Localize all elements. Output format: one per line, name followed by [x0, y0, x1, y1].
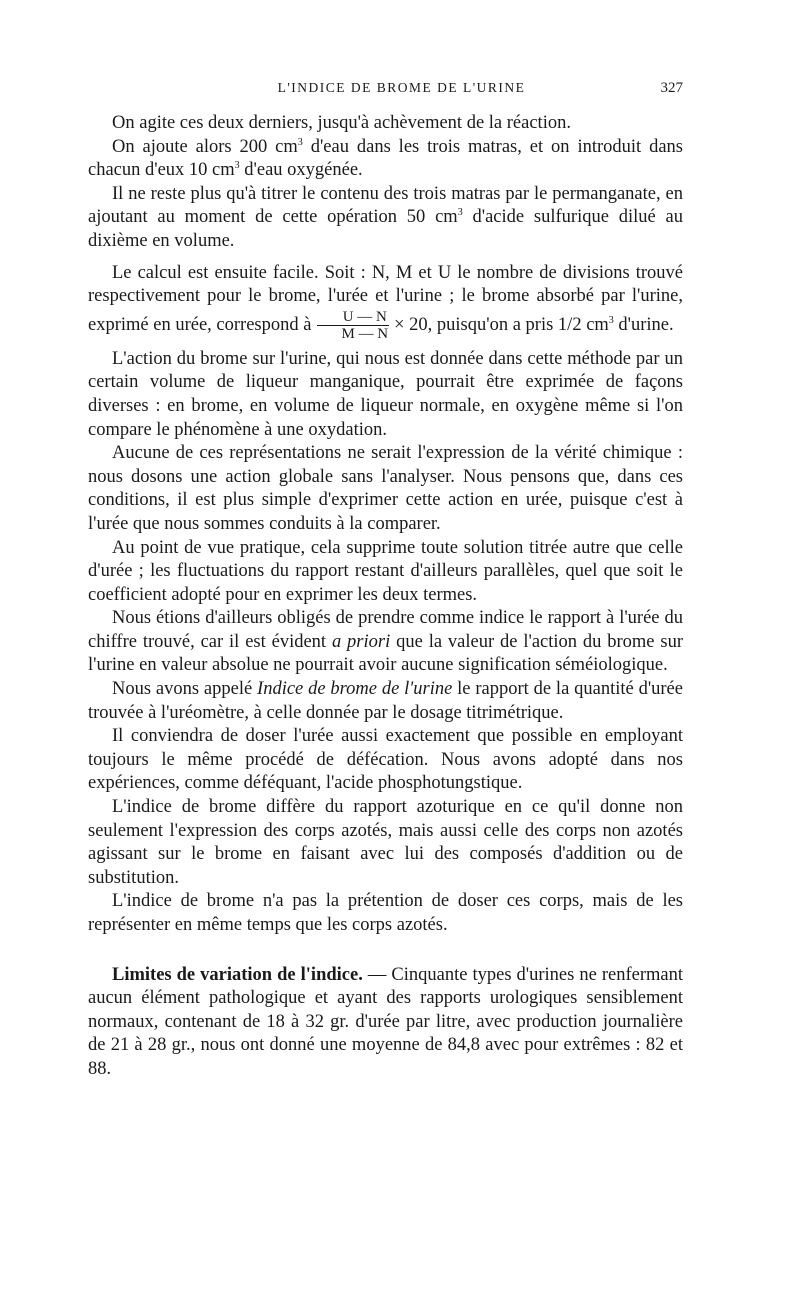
paragraph-2 [88, 136, 683, 183]
paragraph-4-text-b: × 20, puisqu'on a pris 1/2 cm [394, 314, 609, 335]
superscript-cube: 3 [608, 314, 614, 326]
paragraph-4 [88, 254, 683, 348]
page-number: 327 [660, 80, 683, 96]
paragraph-11: L'indice de brome diffère du rapport azoturique en ce qu'il donne non seulement l'expression des corps azotés, mais aussi celle des corps non azotés agissant sur le brome en faisant avec lui des composés d'addition ou de substitution. [88, 797, 683, 888]
section-heading: Limites de variation de l'indice. [112, 964, 363, 985]
running-header [120, 78, 683, 100]
fraction-denominator: M — N [341, 325, 389, 342]
italic-term: Indice de brome de l'urine [257, 679, 453, 700]
paragraph-9-text-b: le rapport de la quantité d'urée trouvée à l'uréomètre, à celle donnée par le dosage titrimétrique. [88, 679, 683, 723]
paragraph-8 [88, 607, 683, 678]
paragraph-3-text-b: d'acide sulfurique dilué au dixième en volume. [88, 207, 683, 251]
formula-fraction [315, 309, 390, 342]
paragraph-8-text-b: que la valeur de l'action du brome sur l'urine en valeur absolue ne pourrait avoir aucune signification séméiologique. [88, 631, 684, 676]
paragraph-4-text-c: d'urine. [613, 314, 674, 335]
paragraph-5: L'action du brome sur l'urine, qui nous est donnée dans cette méthode par un certain volume de liqueur manganique, pourrait être exprimée de façons diverses : en brome, en volume de liqueur normale, en oxygène même si l'on compare le phénomène à une oxydation. [88, 348, 683, 440]
paragraph-4-text-a: Le calcul est ensuite facile. Soit : N, M et U le nombre de divisions trouvé respectivement pour le brome, l'urée et l'urine ; le brome absorbé par l'urine, exprimé en urée, correspond à [88, 262, 683, 335]
paragraph-2-text-b: d'eau dans les trois matras, et on introduit dans chacun d'eux 10 cm [88, 136, 684, 181]
paragraph-13 [88, 964, 683, 1082]
paragraph-7: Au point de vue pratique, cela supprime toute solution titrée autre que celle d'urée ; les fluctuations du rapport restant d'ailleurs parallèles, quel que soit le coefficient adopté pour en exprimer les deux termes. [88, 537, 683, 605]
paragraph-13-text: — Cinquante types d'urines ne renfermant aucun élément pathologique et ayant des rapports urologiques sensiblement normaux, contenant de 18 à 32 gr. d'urée par litre, avec production journalière de 21 à 28 gr., nous ont donné une moyenne de 84,8 avec pour extrêmes : 82 et 88. [88, 964, 683, 1079]
paragraph-6: Aucune de ces représentations ne serait l'expression de la vérité chimique : nous dosons une action globale sans l'analyser. Nous pensons que, dans ces conditions, il est plus simple d'exprimer cette action en urée, puisque c'est à l'urée que nous sommes conduits à la comparer. [88, 443, 683, 534]
section-spacer [88, 938, 683, 964]
paragraph-1: On agite ces deux derniers, jusqu'à achèvement de la réaction. [112, 113, 571, 133]
paragraph-3 [88, 183, 683, 254]
paragraph-9 [88, 678, 683, 725]
superscript-cube: 3 [297, 136, 303, 148]
paragraph-12: L'indice de brome n'a pas la prétention de doser ces corps, mais de les représenter en même temps que les corps azotés. [88, 891, 683, 935]
fraction-numerator: U — N [317, 309, 389, 326]
paragraph-2-text-a: On ajoute alors 200 cm [112, 136, 298, 157]
paragraph-10: Il conviendra de doser l'urée aussi exactement que possible en employant toujours le même procédé de défécation. Nous avons adopté dans nos expériences, comme déféquant, l'acide phosphotungstique. [88, 726, 683, 794]
header-title: L'INDICE DE BROME DE L'URINE [277, 80, 526, 95]
superscript-cube: 3 [457, 207, 463, 219]
paragraph-8-text-a: Nous étions d'ailleurs obligés de prendre comme indice le rapport à l'urée du chiffre trouvé, car il est évident [88, 608, 683, 652]
body-text [88, 112, 683, 1082]
paragraph-2-text-c: d'eau oxygénée. [239, 160, 363, 181]
superscript-cube: 3 [234, 160, 240, 172]
italic-term: a priori [331, 631, 391, 652]
paragraph-9-text-a: Nous avons appelé [112, 679, 258, 700]
paragraph-3-text-a: Il ne reste plus qu'à titrer le contenu des trois matras par le permanganate, en ajoutant au moment de cette opération 50 cm [88, 183, 683, 228]
